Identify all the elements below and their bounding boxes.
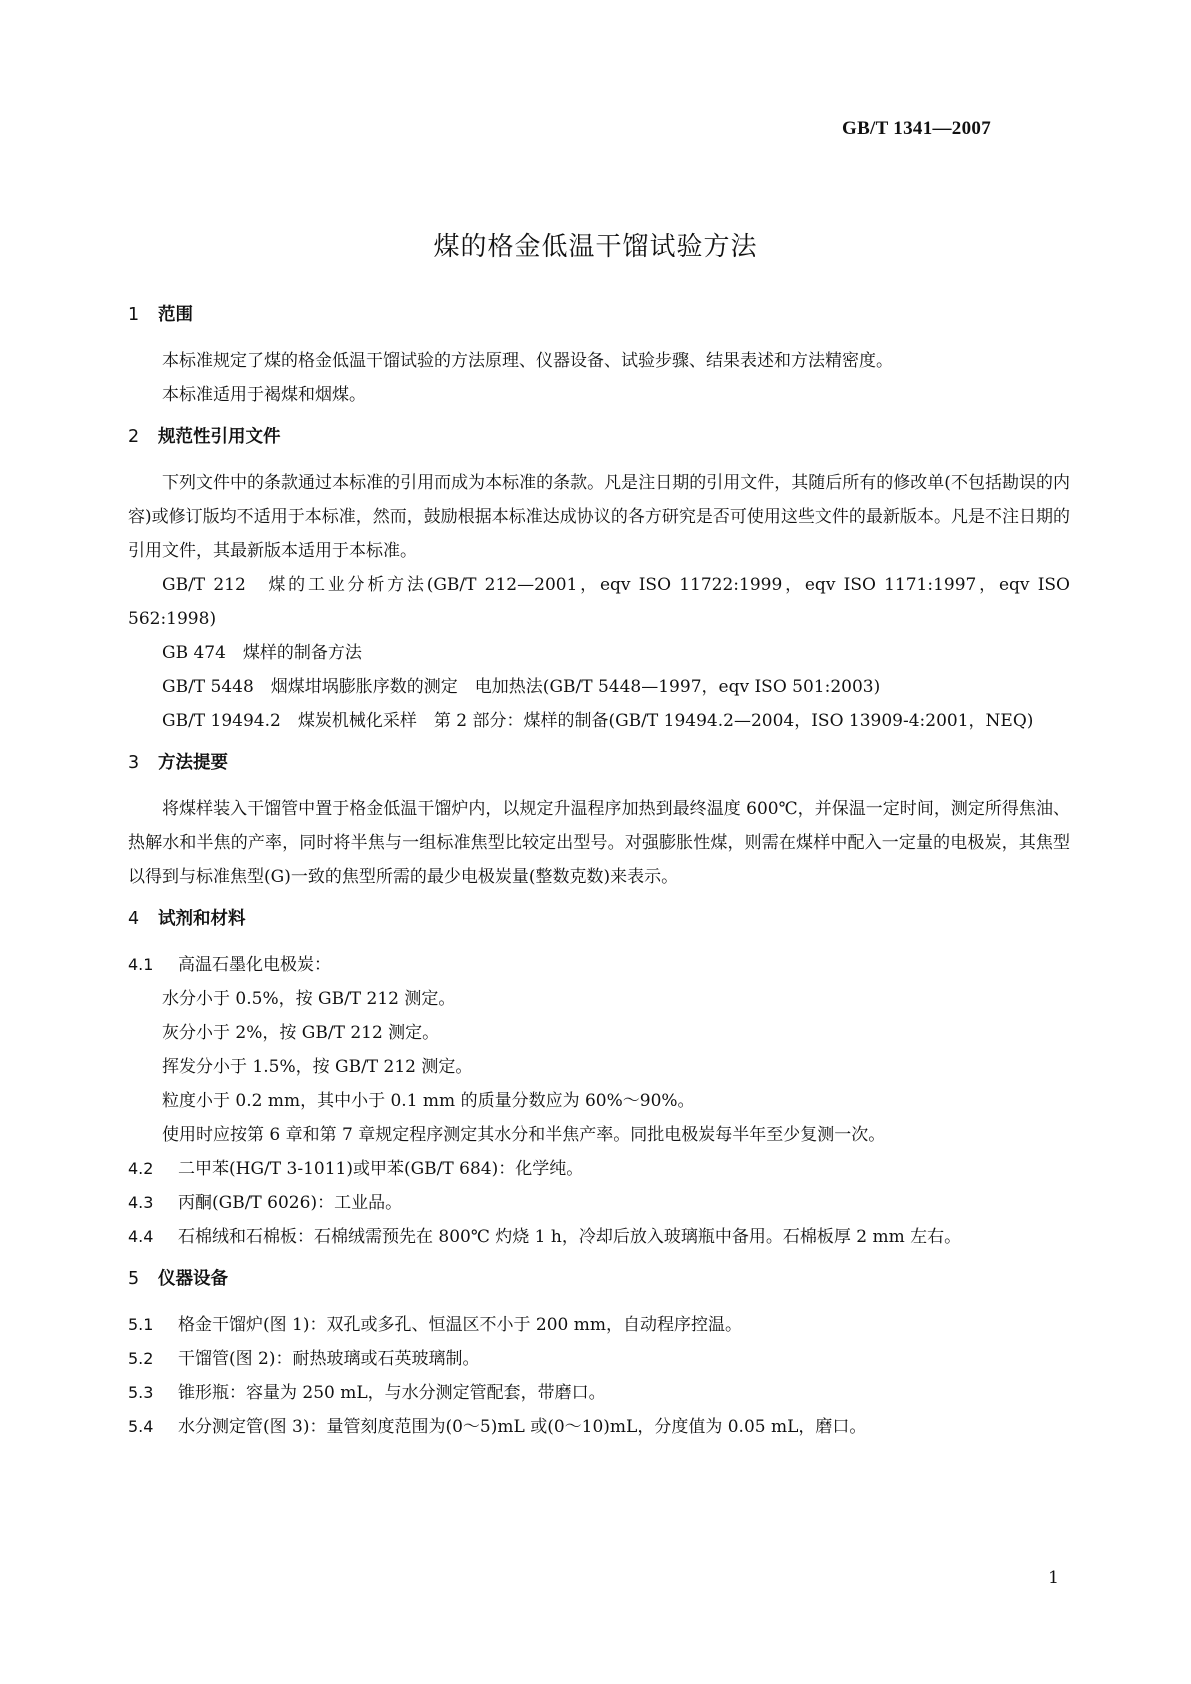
clause-text: 高温石墨化电极炭： [178, 955, 331, 975]
paragraph: 将煤样装入干馏管中置于格金低温干馏炉内，以规定升温程序加热到最终温度 600℃，并保温一定时间，测定所得焦油、热解水和半焦的产率，同时将半焦与一组标准焦型比较定出型号。对强膨胀性煤，则需在煤样中配入一定量的电极炭，其焦型以得到与标准焦型(G)一致的焦型所需的最少电极炭量(整数克数)来表示。 [128, 799, 1070, 887]
clause-4-1 [128, 948, 1070, 982]
paragraph: 下列文件中的条款通过本标准的引用而成为本标准的条款。凡是注日期的引用文件，其随后所有的修改单(不包括勘误的内容)或修订版均不适用于本标准，然而，鼓励根据本标准达成协议的各方研究是否可使用这些文件的最新版本。凡是不注日期的引用文件，其最新版本适用于本标准。 [128, 473, 1070, 561]
clause-text: 锥形瓶：容量为 250 mL，与水分测定管配套，带磨口。 [178, 1383, 606, 1403]
clause-number: 5.4 [128, 1417, 154, 1436]
section-heading-5 [128, 1264, 1070, 1294]
page-number: 1 [1048, 1568, 1059, 1588]
section-number: 4 [128, 909, 140, 929]
clause-subitem: 粒度小于 0.2 mm，其中小于 0.1 mm 的质量分数应为 60%～90%。 [162, 1091, 695, 1111]
clause-text: 格金干馏炉(图 1)：双孔或多孔、恒温区不小于 200 mm，自动程序控温。 [178, 1315, 742, 1335]
standard-code: GB/T 1341—2007 [841, 118, 991, 139]
clause-text: 石棉绒和石棉板：石棉绒需预先在 800℃ 灼烧 1 h，冷却后放入玻璃瓶中备用。石棉板厚 2 mm 左右。 [178, 1227, 962, 1247]
section-heading-2 [128, 422, 1070, 452]
clause-subitem: 挥发分小于 1.5%，按 GB/T 212 测定。 [162, 1057, 473, 1077]
clause-number: 4.2 [128, 1159, 154, 1178]
reference-entry: GB/T 212 煤的工业分析方法(GB/T 212—2001，eqv ISO 11722:1999，eqv ISO 1171:1997，eqv ISO 562:1998) [128, 575, 1070, 629]
clause-number: 5.3 [128, 1383, 154, 1402]
clause-subitem: 使用时应按第 6 章和第 7 章规定程序测定其水分和半焦产率。同批电极炭每半年至少复测一次。 [162, 1125, 886, 1145]
section-title: 试剂和材料 [158, 909, 246, 929]
section-heading-4 [128, 904, 1070, 934]
clause-subitem: 水分小于 0.5%，按 GB/T 212 测定。 [162, 989, 456, 1009]
paragraph: 本标准适用于褐煤和烟煤。 [162, 385, 366, 405]
clause-number: 4.3 [128, 1193, 154, 1212]
clause-4-4 [128, 1220, 1070, 1254]
clause-4-3 [128, 1186, 1070, 1220]
clause-subitem: 灰分小于 2%，按 GB/T 212 测定。 [162, 1023, 440, 1043]
clause-5-2 [128, 1342, 1070, 1376]
clause-number: 5.2 [128, 1349, 154, 1368]
clause-4-2 [128, 1152, 1070, 1186]
section-heading-3 [128, 748, 1070, 778]
reference-entry: GB/T 19494.2 煤炭机械化采样 第 2 部分：煤样的制备(GB/T 19494.2—2004，ISO 13909-4:2001，NEQ) [162, 711, 1034, 731]
section-number: 5 [128, 1269, 140, 1289]
reference-entry: GB/T 5448 烟煤坩埚膨胀序数的测定 电加热法(GB/T 5448—1997，eqv ISO 501:2003) [162, 677, 881, 697]
clause-5-1 [128, 1308, 1070, 1342]
section-title: 方法提要 [158, 753, 228, 773]
clause-text: 二甲苯(HG/T 3-1011)或甲苯(GB/T 684)：化学纯。 [178, 1159, 584, 1179]
reference-entry: GB 474 煤样的制备方法 [162, 643, 362, 663]
clause-number: 4.1 [128, 955, 154, 974]
clause-5-4 [128, 1410, 1070, 1444]
clause-text: 丙酮(GB/T 6026)：工业品。 [178, 1193, 403, 1213]
clause-5-3 [128, 1376, 1070, 1410]
clause-text: 干馏管(图 2)：耐热玻璃或石英玻璃制。 [178, 1349, 480, 1369]
document-body [128, 300, 1070, 1444]
clause-number: 5.1 [128, 1315, 154, 1334]
paragraph: 本标准规定了煤的格金低温干馏试验的方法原理、仪器设备、试验步骤、结果表述和方法精密度。 [162, 351, 893, 371]
clause-number: 4.4 [128, 1227, 154, 1246]
section-number: 2 [128, 427, 140, 447]
section-title: 规范性引用文件 [158, 427, 281, 447]
section-number: 1 [128, 305, 140, 325]
section-title: 范围 [158, 305, 193, 325]
page-title: 煤的格金低温干馏试验方法 [433, 232, 758, 262]
clause-text: 水分测定管(图 3)：量管刻度范围为(0～5)mL 或(0～10)mL，分度值为 0.05 mL，磨口。 [178, 1417, 867, 1437]
section-title: 仪器设备 [158, 1269, 228, 1289]
section-heading-1 [128, 300, 1070, 330]
section-number: 3 [128, 753, 140, 773]
